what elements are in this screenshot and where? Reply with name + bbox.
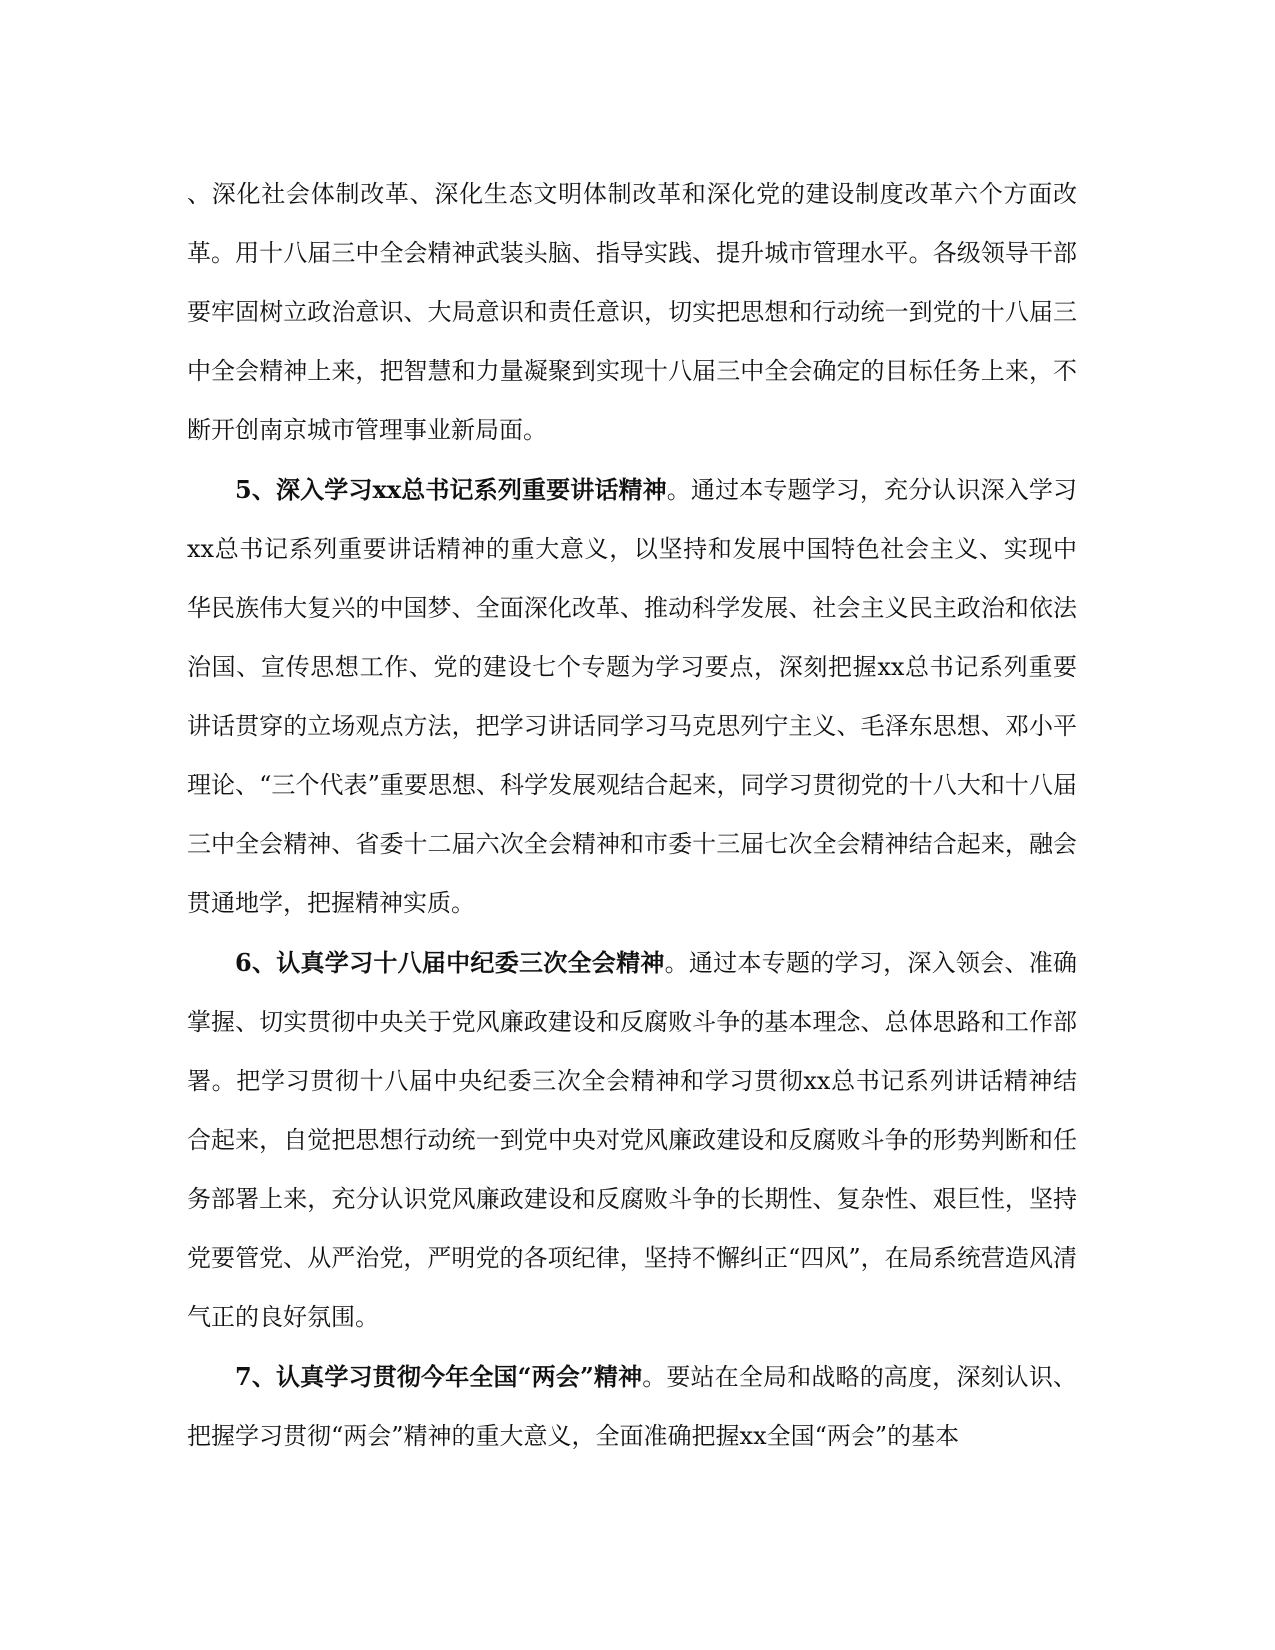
document-body	[187, 165, 1077, 1466]
paragraph-text: 。通过本专题的学习，深入领会、准确掌握、切实贯彻中央关于党风廉政建设和反腐败斗争的基本理念、总体思路和工作部署。把学习贯彻十八届中央纪委三次全会精神和学习贯彻xx总书记系列讲话精神结合起来，自觉把思想行动统一到党中央对党风廉政建设和反腐败斗争的形势判断和任务部署上来，充分认识党风廉政建设和反腐败斗争的长期性、复杂性、艰巨性，坚持党要管党、从严治党，严明党的各项纪律，坚持不懈纠正“四风”，在局系统营造风清气正的良好氛围。	[187, 949, 1077, 1331]
paragraph-heading: 6、认真学习十八届中纪委三次全会精神	[235, 948, 665, 977]
paragraph-text: 、深化社会体制改革、深化生态文明体制改革和深化党的建设制度改革六个方面改革。用十八届三中全会精神武装头脑、指导实践、提升城市管理水平。各级领导干部要牢固树立政治意识、大局意识和责任意识，切实把思想和行动统一到党的十八届三中全会精神上来，把智慧和力量凝聚到实现十八届三中全会确定的目标任务上来，不断开创南京城市管理事业新局面。	[187, 180, 1077, 444]
paragraph-heading: 7、认真学习贯彻今年全国“两会”精神	[235, 1362, 643, 1391]
paragraph-item-7	[187, 1347, 1077, 1466]
paragraph-item-6	[187, 933, 1077, 1347]
paragraph-continuation	[187, 165, 1077, 460]
paragraph-text: 。通过本专题学习，充分认识深入学习xx总书记系列重要讲话精神的重大意义，以坚持和发展中国特色社会主义、实现中华民族伟大复兴的中国梦、全面深化改革、推动科学发展、社会主义民主政治和依法治国、宣传思想工作、党的建设七个专题为学习要点，深刻把握xx总书记系列重要讲话贯穿的立场观点方法，把学习讲话同学习马克思列宁主义、毛泽东思想、邓小平理论、“三个代表”重要思想、科学发展观结合起来，同学习贯彻党的十八大和十八届三中全会精神、省委十二届六次全会精神和市委十三届七次全会精神结合起来，融会贯通地学，把握精神实质。	[187, 476, 1077, 917]
paragraph-heading: 5、深入学习xx总书记系列重要讲话精神	[235, 475, 667, 504]
paragraph-text: 。要站在全局和战略的高度，深刻认识、把握学习贯彻“两会”精神的重大意义，全面准确把握xx全国“两会”的基本	[187, 1363, 1077, 1450]
paragraph-item-5	[187, 460, 1077, 933]
